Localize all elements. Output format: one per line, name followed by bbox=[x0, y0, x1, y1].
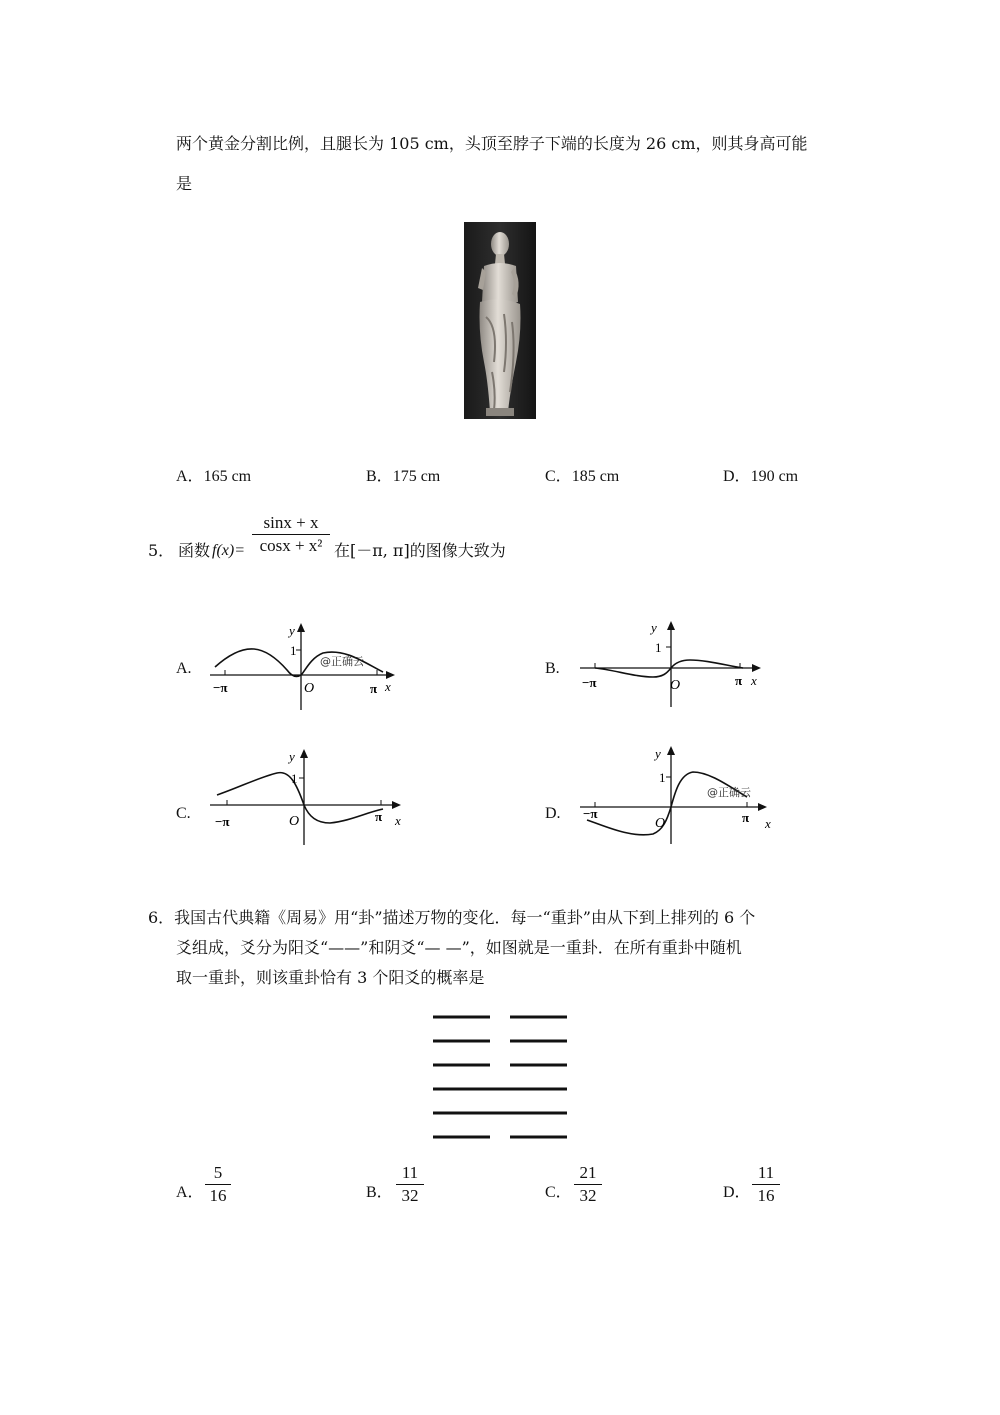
numerator: 11 bbox=[757, 1163, 775, 1182]
x-label: x bbox=[765, 816, 771, 831]
q4-option-c: C．185 cm bbox=[545, 468, 620, 485]
q5-fraction bbox=[252, 513, 330, 556]
numerator: 5 bbox=[213, 1163, 223, 1182]
hexagram bbox=[425, 1005, 575, 1145]
numerator: 21 bbox=[579, 1163, 597, 1182]
graph-a bbox=[205, 615, 405, 715]
q5-suffix: 在[－π, π]的图像大致为 bbox=[334, 541, 506, 560]
neg-pi-label: −π bbox=[213, 680, 228, 695]
graph-c bbox=[205, 745, 415, 850]
pi-label: π bbox=[370, 681, 378, 696]
y-label: y bbox=[651, 620, 657, 635]
one-label: 1 bbox=[291, 771, 298, 786]
origin-label: O bbox=[304, 681, 315, 696]
pi-label: π bbox=[735, 673, 743, 688]
denominator: 16 bbox=[757, 1186, 775, 1205]
graph-d bbox=[575, 742, 780, 852]
denominator: 16 bbox=[209, 1186, 227, 1205]
watermark: @正确云 bbox=[320, 655, 364, 668]
denominator: 32 bbox=[401, 1186, 419, 1205]
q5-prefix: 函数 bbox=[178, 541, 211, 560]
x-label: x bbox=[385, 679, 391, 694]
q4-option-a: A．165 cm bbox=[176, 468, 252, 485]
numerator: 11 bbox=[401, 1163, 419, 1182]
graph-b-letter: B. bbox=[545, 660, 560, 677]
graph-a-letter: A. bbox=[176, 660, 192, 677]
x-label: x bbox=[751, 673, 757, 688]
q4-option-d: D．190 cm bbox=[723, 468, 799, 485]
q6-option-b-letter: B． bbox=[366, 1184, 393, 1201]
origin-label: O bbox=[670, 678, 681, 693]
q6-option-d-fraction bbox=[752, 1163, 780, 1206]
q5-numerator: sinx + x bbox=[263, 513, 319, 532]
graph-d-letter: D. bbox=[545, 805, 561, 822]
y-label: y bbox=[655, 746, 661, 761]
origin-label: O bbox=[289, 814, 300, 829]
watermark: @正确云 bbox=[707, 786, 751, 799]
graph-c-letter: C. bbox=[176, 805, 191, 822]
y-label: y bbox=[289, 623, 295, 638]
graph-b bbox=[575, 615, 770, 715]
denominator: 32 bbox=[579, 1186, 597, 1205]
q6-option-c-letter: C． bbox=[545, 1184, 572, 1201]
q4-option-b: B．175 cm bbox=[366, 468, 441, 485]
q6-text-line2: 爻组成，爻分为阳爻“——”和阴爻“— —”，如图就是一重卦．在所有重卦中随机 bbox=[176, 938, 742, 957]
q6-option-d-letter: D． bbox=[723, 1184, 751, 1201]
origin-label: O bbox=[655, 816, 666, 831]
q5-func-lhs: f(x)= bbox=[212, 542, 245, 559]
x-label: x bbox=[395, 813, 401, 828]
neg-pi-label: −π bbox=[582, 675, 597, 690]
q4-text-line2: 是 bbox=[176, 174, 193, 193]
y-label: y bbox=[289, 749, 295, 764]
q6-text-line1: 6．我国古代典籍《周易》用“卦”描述万物的变化．每一“重卦”由从下到上排列的 6 个 bbox=[148, 908, 756, 927]
one-label: 1 bbox=[655, 640, 662, 655]
curve bbox=[217, 773, 383, 823]
one-label: 1 bbox=[659, 770, 666, 785]
pi-label: π bbox=[375, 809, 383, 824]
q5-denominator: cosx + x² bbox=[259, 536, 323, 555]
q4-text-line1: 两个黄金分割比例，且腿长为 105 cm，头顶至脖子下端的长度为 26 cm，则其身高可能 bbox=[176, 134, 808, 153]
curve bbox=[587, 772, 750, 835]
q6-option-b-fraction bbox=[396, 1163, 424, 1206]
neg-pi-label: −π bbox=[583, 806, 598, 821]
pi-label: π bbox=[742, 810, 750, 825]
q6-option-c-fraction bbox=[574, 1163, 602, 1206]
q5-number: 5． bbox=[148, 541, 175, 560]
q6-option-a-fraction bbox=[205, 1163, 231, 1206]
one-label: 1 bbox=[290, 643, 297, 658]
q6-option-a-letter: A． bbox=[176, 1184, 204, 1201]
statue-photo bbox=[464, 222, 536, 419]
q6-text-line3: 取一重卦，则该重卦恰有 3 个阳爻的概率是 bbox=[176, 968, 485, 987]
neg-pi-label: −π bbox=[215, 814, 230, 829]
